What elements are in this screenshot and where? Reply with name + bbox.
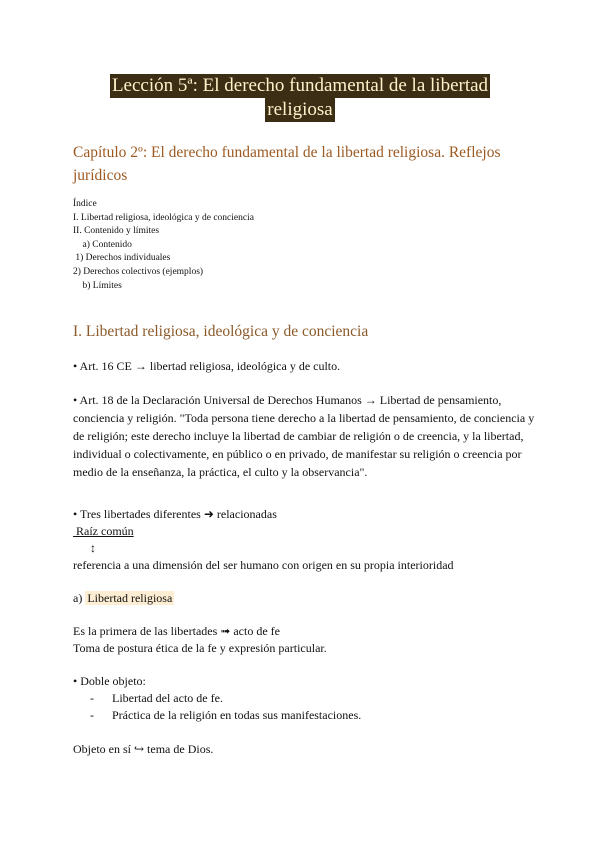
- doble-objeto: • Doble objeto:: [73, 674, 146, 688]
- index-item: II. Contenido y límites: [73, 226, 160, 237]
- subsection-label: a): [73, 591, 86, 605]
- objeto-en-si: Objeto en sí ↪ tema de Dios.: [73, 742, 214, 756]
- list-item-text: Práctica de la religión en todas sus manifestaciones.: [112, 708, 362, 722]
- list-item: [90, 706, 361, 724]
- index-item: 1) Derechos individuales: [73, 253, 171, 264]
- index-item: I. Libertad religiosa, ideológica y de conciencia: [73, 212, 254, 223]
- list-item: [90, 689, 223, 707]
- referencia-text: referencia a una dimensión del ser humano con origen en su propia interioridad: [73, 558, 454, 572]
- lesson-title: [0, 74, 600, 122]
- dash-marker: -: [90, 708, 94, 722]
- bullet-art18: • Art. 18 de la Declaración Universal de Derechos Humanos → Libertad de pensamiento, conciencia y religión. "Toda persona tiene derecho a la libertad de pensamiento, de conciencia y de religión; este derecho incluye la libertad de cambiar de religión o de creencia, y la libertad, individual o colectivamente, en público o en privado, de manifestar su religión o creencia por medio de la enseñanza, la práctica, el culto y la observancia".: [73, 393, 535, 479]
- index-item: 2) Derechos colectivos (ejemplos): [73, 266, 204, 277]
- subsection-heading: [73, 589, 543, 607]
- index-item: b) Límites: [73, 280, 122, 291]
- index-heading: Índice: [73, 199, 97, 209]
- list-item-text: Libertad del acto de fe.: [112, 691, 223, 705]
- title-line-2: religiosa: [267, 99, 333, 120]
- bullet-tres-libertades: • Tres libertades diferentes ➜ relacionadas: [73, 507, 277, 521]
- bullet-art16: • Art. 16 CE → libertad religiosa, ideológica y de culto.: [73, 359, 341, 373]
- raiz-comun: Raíz común: [73, 524, 134, 538]
- dash-marker: -: [90, 691, 94, 705]
- title-line-1: Lección 5ª: El derecho fundamental de la libertad: [111, 75, 489, 96]
- primera-libertad: Es la primera de las libertades ➟ acto de fe: [73, 624, 280, 638]
- toma-postura: Toma de postura ética de la fe y expresión particular.: [73, 641, 327, 655]
- vertical-arrow-icon: ↕: [90, 541, 96, 555]
- chapter-heading: Capítulo 2º: El derecho fundamental de la libertad religiosa. Reflejos jurídicos: [73, 144, 501, 184]
- subsection-title-highlight: Libertad religiosa: [87, 591, 173, 605]
- index-item: a) Contenido: [73, 239, 132, 250]
- section-heading: I. Libertad religiosa, ideológica y de conciencia: [73, 323, 369, 340]
- table-of-contents: [73, 198, 373, 293]
